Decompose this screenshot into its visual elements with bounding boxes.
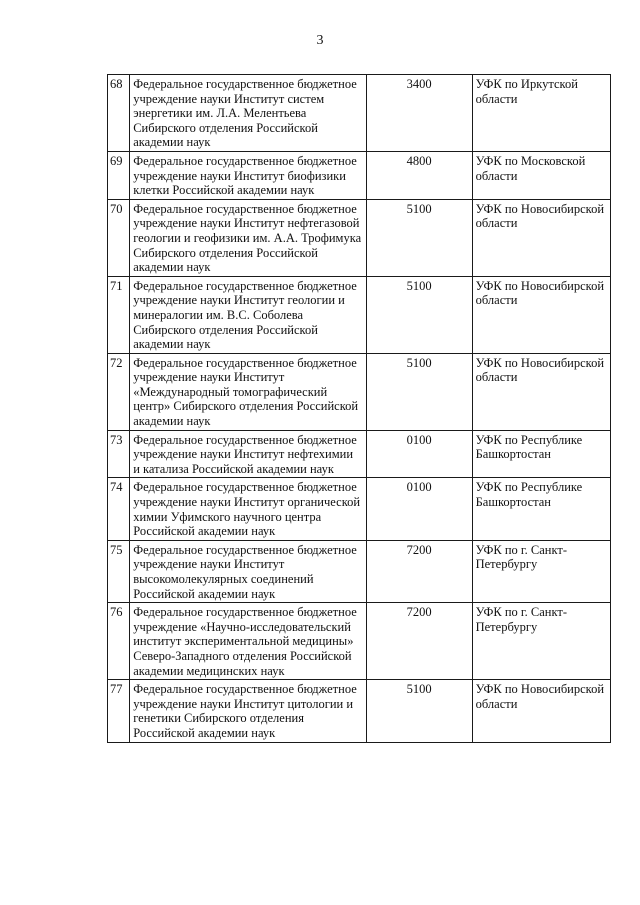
- table-row: [108, 75, 611, 152]
- row-number: 77: [108, 680, 130, 742]
- institution-name: Федеральное государственное бюджетное учреждение «Научно-исследовательский институт экспериментальной медицины» Северо-Западного отделения Российской академии медицинских наук: [130, 603, 366, 680]
- row-number: 72: [108, 353, 130, 430]
- table-row: [108, 603, 611, 680]
- region-code: 0100: [366, 430, 472, 478]
- treasury-authority: УФК по Новосибирской области: [472, 276, 610, 353]
- institution-name: Федеральное государственное бюджетное учреждение науки Институт систем энергетики им. Л.А. Мелентьева Сибирского отделения Российской академии наук: [130, 75, 366, 152]
- institutions-table: [107, 74, 611, 743]
- row-number: 76: [108, 603, 130, 680]
- treasury-authority: УФК по Республике Башкортостан: [472, 430, 610, 478]
- treasury-authority: УФК по Республике Башкортостан: [472, 478, 610, 540]
- region-code: 0100: [366, 478, 472, 540]
- treasury-authority: УФК по Новосибирской области: [472, 680, 610, 742]
- institution-name: Федеральное государственное бюджетное учреждение науки Институт геологии и минералогии им. В.С. Соболева Сибирского отделения Российской академии наук: [130, 276, 366, 353]
- treasury-authority: УФК по Московской области: [472, 151, 610, 199]
- treasury-authority: УФК по г. Санкт-Петербургу: [472, 603, 610, 680]
- row-number: 75: [108, 540, 130, 602]
- table-row: [108, 276, 611, 353]
- row-number: 73: [108, 430, 130, 478]
- region-code: 5100: [366, 276, 472, 353]
- row-number: 68: [108, 75, 130, 152]
- institution-name: Федеральное государственное бюджетное учреждение науки Институт высокомолекулярных соединений Российской академии наук: [130, 540, 366, 602]
- table-row: [108, 680, 611, 742]
- page-number: 3: [316, 33, 324, 48]
- treasury-authority: УФК по г. Санкт-Петербургу: [472, 540, 610, 602]
- row-number: 69: [108, 151, 130, 199]
- institution-name: Федеральное государственное бюджетное учреждение науки Институт органической химии Уфимского научного центра Российской академии наук: [130, 478, 366, 540]
- region-code: 7200: [366, 603, 472, 680]
- region-code: 5100: [366, 199, 472, 276]
- region-code: 4800: [366, 151, 472, 199]
- table-row: [108, 540, 611, 602]
- table-row: [108, 151, 611, 199]
- table-row: [108, 353, 611, 430]
- table-row: [108, 199, 611, 276]
- institution-name: Федеральное государственное бюджетное учреждение науки Институт нефтегазовой геологии и геофизики им. А.А. Трофимука Сибирского отделения Российской академии наук: [130, 199, 366, 276]
- institution-name: Федеральное государственное бюджетное учреждение науки Институт «Международный томографический центр» Сибирского отделения Российской академии наук: [130, 353, 366, 430]
- region-code: 5100: [366, 680, 472, 742]
- table-row: [108, 478, 611, 540]
- table-row: [108, 430, 611, 478]
- institution-name: Федеральное государственное бюджетное учреждение науки Институт нефтехимии и катализа Российской академии наук: [130, 430, 366, 478]
- treasury-authority: УФК по Новосибирской области: [472, 353, 610, 430]
- region-code: 7200: [366, 540, 472, 602]
- region-code: 3400: [366, 75, 472, 152]
- institution-name: Федеральное государственное бюджетное учреждение науки Институт цитологии и генетики Сибирского отделения Российской академии наук: [130, 680, 366, 742]
- institution-name: Федеральное государственное бюджетное учреждение науки Институт биофизики клетки Российской академии наук: [130, 151, 366, 199]
- row-number: 71: [108, 276, 130, 353]
- row-number: 70: [108, 199, 130, 276]
- treasury-authority: УФК по Иркутской области: [472, 75, 610, 152]
- row-number: 74: [108, 478, 130, 540]
- region-code: 5100: [366, 353, 472, 430]
- treasury-authority: УФК по Новосибирской области: [472, 199, 610, 276]
